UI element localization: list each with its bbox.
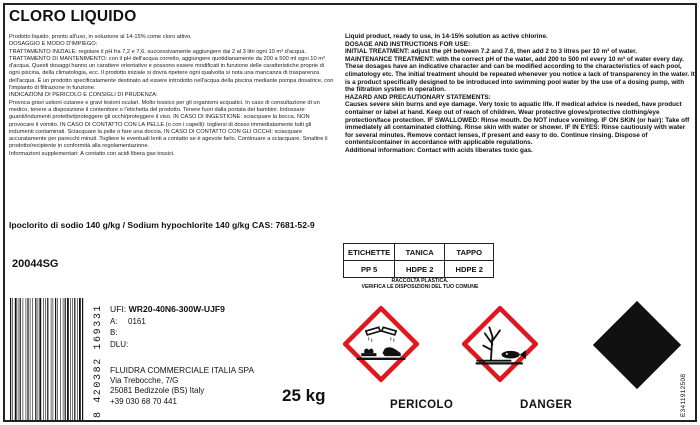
product-code: 20044SG: [12, 258, 59, 270]
barcode-bar: [67, 298, 69, 420]
product-title: CLORO LIQUIDO: [9, 8, 137, 25]
packaging-value-cell: HDPE 2: [395, 261, 445, 278]
dlu-label: DLU:: [110, 339, 129, 349]
ingredients-line: Ipoclorito di sodio 140 g/kg / Sodium hypochlorite 140 g/kg CAS: 7681-52-9: [9, 220, 315, 230]
barcode-bar: [74, 298, 75, 420]
dlu-row: [110, 339, 225, 351]
barcode-bar: [65, 298, 66, 420]
packaging-header-cell: TAPPO: [445, 244, 494, 261]
packaging-header-cell: ETICHETTE: [344, 244, 395, 261]
barcode-bar: [26, 298, 27, 420]
en-maintenance-treatment: MAINTENANCE TREATMENT: with the correct pH of the water, add 200 to 500 ml every 10 m³ of water every day. These dosages have an indicative character and can be modified according to the characteristics of each pool, climatology etc. The initial treatment should be repeated whenever you notice a lack of transparency in the water. It is a product specifically designed to be introduced into swimming pool water by the use of a dosing pump, with the filtration system in operation.: [345, 55, 695, 94]
en-hazard-heading: HAZARD AND PRECAUTIONARY STATEMENTS:: [345, 93, 491, 101]
barcode-bar: [77, 298, 78, 420]
barcode-bar: [55, 298, 56, 420]
barcode-bar: [27, 298, 28, 420]
en-intro: Liquid product, ready to use, in 14-15% solution as active chlorine.: [345, 33, 548, 40]
barcode-bar: [23, 298, 24, 420]
identifiers: [110, 304, 225, 350]
signal-word-english: DANGER: [520, 399, 573, 411]
company-city: 25081 Bedizzole (BS) Italy: [110, 386, 205, 395]
barcode-bar: [57, 298, 58, 420]
company-address: [110, 365, 254, 407]
it-hazard-statements: Provoca gravi ustioni cutanee e gravi lesioni oculari. Molto tossico per gli organismi acquatici. In caso di consultazione di un medico, tenere a disposizione il contenitore o l'etichetta del prodotto. Tenere fuori dalla portata dei bambini. Indossare guanti/indumenti protettivi/proteggere gli occhi/proteggere il viso. IN CASO DI INGESTIONE: sciacquare la bocca. NON provocare il vomito. IN CASO DI CONTATTO CON LA PELLE (o con i capelli): togliersi di dosso immediatamente tutti gli indumenti contaminati. Sciacquare la pelle o fare una doccia. IN CASO DI CONTATTO CON GLI OCCHI: sciacquare accuratamente per parecchi minuti. Togliere le eventuali lenti a contatto se è agevole farlo. Continuare a sciacquare. Smaltire il prodotto/recipiente in conformità alla regolamentazione.: [9, 99, 328, 150]
barcode-bar: [60, 298, 61, 420]
packaging-value-cell: HDPE 2: [445, 261, 494, 278]
packaging-value-row: [344, 261, 494, 278]
barcode-bar: [30, 298, 31, 420]
it-hazard-heading: INDICAZIONI DI PERICOLO E CONSIGLI DI PRUDENZA:: [9, 92, 158, 99]
barcode-bar: [10, 298, 11, 420]
barcode-number: 8 420382 169331: [93, 303, 104, 418]
barcode-number-wrap: [93, 300, 107, 418]
ufi-label: UFI:: [110, 304, 127, 314]
environment-pictogram-icon: [462, 306, 538, 382]
barcode-bar: [15, 298, 17, 420]
en-hazard-statements: Causes severe skin burns and eye damage. Very toxic to aquatic life. If medical advice is needed, have product container or label at hand. Keep out of reach of children. Wear protective gloves/protective clothing/eye protection/face protection. IF SWALLOWED: Rinse mouth. Do NOT induce vomiting. IF ON SKIN (or hair): Take off immediately all contaminated clothing. Rinse skin with water or shower. IF IN EYES: Rinse cautiously with water for several minutes. Remove contact lenses, if present and easy to do. Continue rinsing. Dispose of contents/container in accordance with applicable regulations.: [345, 101, 690, 147]
recycling-note-line2: VERIFICA LE DISPOSIZIONI DEL TUO COMUNE: [361, 284, 479, 291]
italian-instructions: [9, 34, 335, 158]
it-intro: Prodotto liquido, pronto all'uso, in soluzione al 14-15% come cloro attivo.: [9, 34, 192, 40]
barcode-bar: [45, 298, 46, 420]
corrosion-pictogram-icon: [343, 306, 419, 382]
it-dosage-heading: DOSAGGIO E MODO D'IMPIEGO:: [9, 41, 98, 48]
signal-word-italian: PERICOLO: [390, 399, 454, 411]
barcode-bar: [63, 298, 64, 420]
barcode-bar: [20, 298, 21, 420]
barcode-bar: [53, 298, 54, 420]
packaging-table: [343, 243, 494, 278]
a-value: 0161: [128, 316, 146, 326]
barcode-bar: [72, 298, 73, 420]
en-dosage-heading: DOSAGE AND INSTRUCTIONS FOR USE:: [345, 40, 471, 48]
company-phone: +39 030 68 70 441: [110, 396, 177, 406]
english-instructions: [345, 33, 695, 155]
recycling-note: [343, 278, 497, 291]
barcode-bar: [35, 298, 36, 420]
ufi-row: [110, 304, 225, 316]
barcode-bar: [79, 298, 81, 420]
barcode-bar: [70, 298, 71, 420]
en-initial-treatment: INITIAL TREATMENT: adjust the pH between 7.2 and 7.6, then add 2 to 3 litres per 10 m³ of water.: [345, 48, 638, 56]
black-diamond-icon: [591, 299, 683, 391]
net-weight: 25 kg: [282, 386, 326, 405]
barcode-bar: [82, 298, 83, 420]
barcode: [8, 298, 94, 420]
packaging-value-cell: PP 5: [344, 261, 395, 278]
it-maintenance-treatment: TRATTAMENTO DI MANTENIMENTO: con il pH dell'acqua corretto, aggiungere quotidianamente da 200 a 500 ml ogni 10 m³ d'acqua. Questi dosaggi hanno un carattere orientativo e possono essere modificati in funzione delle caratteristiche proprie di ogni piscina, della climatologia, ecc. Il prodotto iniziale si dovrà ripetere ogni qualvolta si nota una mancanza di trasparenza dell'acqua. È un prodotto specificatamente destinato ad essere introdotto nell'acqua della piscina mediante pompa dosatrice, con l'impianto di filtrazione in funzione.: [9, 55, 334, 92]
barcode-bar: [12, 298, 13, 420]
barcode-bar: [43, 298, 44, 420]
side-code-wrap: [680, 325, 692, 417]
ufi-value: WR20-40N6-300W-UJF9: [128, 304, 225, 314]
recycling-note-line1: RACCOLTA PLASTICA.: [391, 278, 449, 284]
barcode-bar: [18, 298, 19, 420]
en-additional-info: Additional information: Contact with acids liberates toxic gas.: [345, 146, 533, 154]
it-initial-treatment: TRATTAMENTO INIZIALE: regolare il pH fra 7,2 e 7,6, successivamente aggiungere dai 2 al 3 litri ogni 10 m³ d'acqua.: [9, 48, 306, 55]
b-label: B:: [110, 328, 118, 337]
a-label: A:: [110, 316, 118, 326]
barcode-bar: [38, 298, 39, 420]
b-row: [110, 327, 225, 339]
barcode-bar: [32, 298, 33, 420]
barcode-bar: [39, 298, 41, 420]
it-additional-info: Informazioni supplementari: A contatto con acidi libera gas tossici.: [9, 150, 175, 157]
company-name: FLUIDRA COMMERCIALE ITALIA SPA: [110, 365, 254, 375]
barcode-bar: [47, 298, 48, 420]
a-row: [110, 316, 225, 328]
barcode-bar: [51, 298, 52, 420]
packaging-header-cell: TANICA: [395, 244, 445, 261]
packaging-header-row: [344, 244, 494, 261]
side-code: E3411912508: [680, 373, 687, 417]
company-street: Via Trebocche, 7/G: [110, 375, 179, 385]
